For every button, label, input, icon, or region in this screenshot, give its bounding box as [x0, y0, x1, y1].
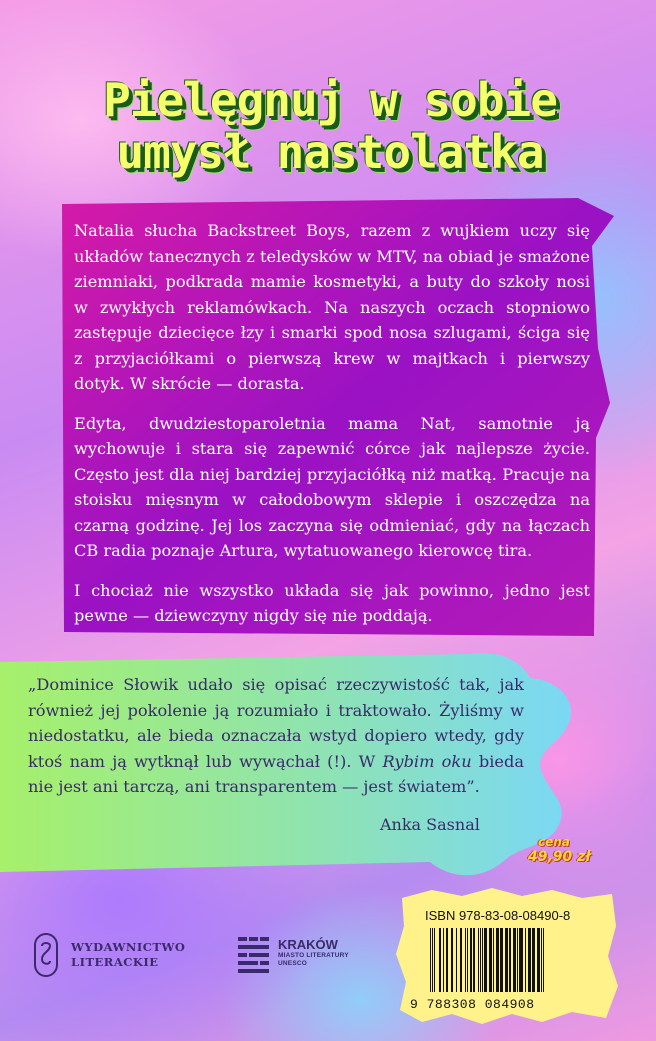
- krakow-logo-icon: [238, 937, 270, 973]
- quote-text: [28, 672, 524, 800]
- krakow-unesco-logo: [238, 937, 349, 973]
- price-tag: [528, 835, 608, 865]
- barcode-bar: [467, 928, 468, 992]
- barcode-bar: [473, 928, 475, 992]
- price-value: 49,90 zł: [528, 849, 591, 865]
- barcode-bar: [434, 928, 435, 992]
- barcode-bar: [537, 928, 540, 992]
- quote-author: Anka Sasnal: [380, 815, 480, 834]
- blurb-paragraph-2: Edyta, dwudziestoparoletnia mama Nat, samotnie ją wychowuje i stara się zapewnić córce jak najlepsze życie. Często jest dla niej bardziej przyjaciółką niż matką. Pracuje na stoisku mięsnym w całodobowym sklepie i oszczędza na czarną godzinę. Jej los zaczyna się odmieniać, gdy na łączach CB radia poznaje Artura, wytatuowanego kierowcę tira.: [74, 413, 590, 560]
- barcode-bar: [517, 928, 518, 992]
- barcode-bar: [541, 928, 542, 992]
- barcode-bar: [484, 928, 487, 992]
- barcode-bar: [532, 928, 535, 992]
- barcode-bar: [480, 928, 481, 992]
- barcode-bar: [443, 928, 444, 992]
- barcode-bar: [543, 928, 544, 992]
- barcode-bar: [432, 928, 433, 992]
- barcode-bar: [509, 928, 511, 992]
- barcode-bar: [525, 928, 526, 992]
- barcode-bar: [496, 928, 499, 992]
- barcode-bar: [478, 928, 479, 992]
- barcode-bar: [456, 928, 457, 992]
- publisher-name-line2: LITERACKIE: [71, 955, 159, 969]
- barcode-bar: [439, 928, 441, 992]
- barcode-bar: [460, 928, 462, 992]
- barcode-bar: [465, 928, 466, 992]
- publisher-logo-icon: [33, 932, 59, 978]
- barcode-bar: [482, 928, 483, 992]
- barcode-bar: [446, 928, 448, 992]
- krakow-subtitle-1: MIASTO LITERATURY: [278, 952, 349, 959]
- ean-number: 9 788308 084908: [410, 997, 535, 1012]
- barcode-bar: [493, 928, 494, 992]
- barcode-bar: [430, 928, 431, 992]
- barcode-bar: [451, 928, 453, 992]
- cover-headline: [40, 74, 620, 178]
- barcode-bar: [528, 928, 531, 992]
- barcode-bar: [513, 928, 516, 992]
- isbn-text: ISBN 978-83-08-08490-8: [425, 908, 571, 923]
- price-label: cena: [538, 835, 570, 849]
- cover-headline-line1: Pielęgnuj w sobie: [103, 73, 557, 127]
- cover-headline-line2: umysł nastolatka: [116, 125, 544, 179]
- barcode-bar: [519, 928, 523, 992]
- quote-body-end: bieda nie jest ani tarczą, ani transparentem — jest światem”.: [28, 751, 524, 796]
- barcode-bars: [428, 928, 604, 992]
- publisher-name-line1: WYDAWNICTWO: [71, 940, 186, 954]
- quote-body-start: „Dominice Słowik udało się opisać rzeczywistość tak, jak również jej pokolenie ją rozumiało i traktowało. Żyliśmy w niedostatku, ale bieda oznaczała wstyd dopiero wtedy, gdy ktoś nam ją wytknął lub wywąchał (!). W: [28, 675, 524, 771]
- blurb-text: [74, 218, 590, 643]
- barcode-bar: [505, 928, 508, 992]
- krakow-name: KRAKÓW: [278, 937, 338, 952]
- barcode-bar: [489, 928, 492, 992]
- krakow-subtitle-2: UNESCO: [278, 960, 308, 967]
- blurb-paragraph-3: I chociaż nie wszystko układa się jak powinno, jedno jest pewne — dziewczyny nigdy się nie poddają.: [74, 580, 590, 625]
- publisher-logo-block: [33, 932, 185, 978]
- barcode-bar: [500, 928, 503, 992]
- blurb-paragraph-1: Natalia słucha Backstreet Boys, razem z wujkiem uczy się układów tanecznych z teledysków w MTV, na obiad je smażone ziemniaki, podkrada mamie kosmetyki, a buty do szkoły nosi w zwykłych reklamówkach. Na naszych oczach stopniowo zastępuje dziecięce łzy i smarki spod nosa szlugami, ściga się z przyjaciółkami o pierwszą krew w majtkach i pierwszy dotyk. W skrócie — dorasta.: [74, 221, 590, 393]
- quote-book-title: Rybim oku: [382, 751, 472, 771]
- barcode-bar: [470, 928, 472, 992]
